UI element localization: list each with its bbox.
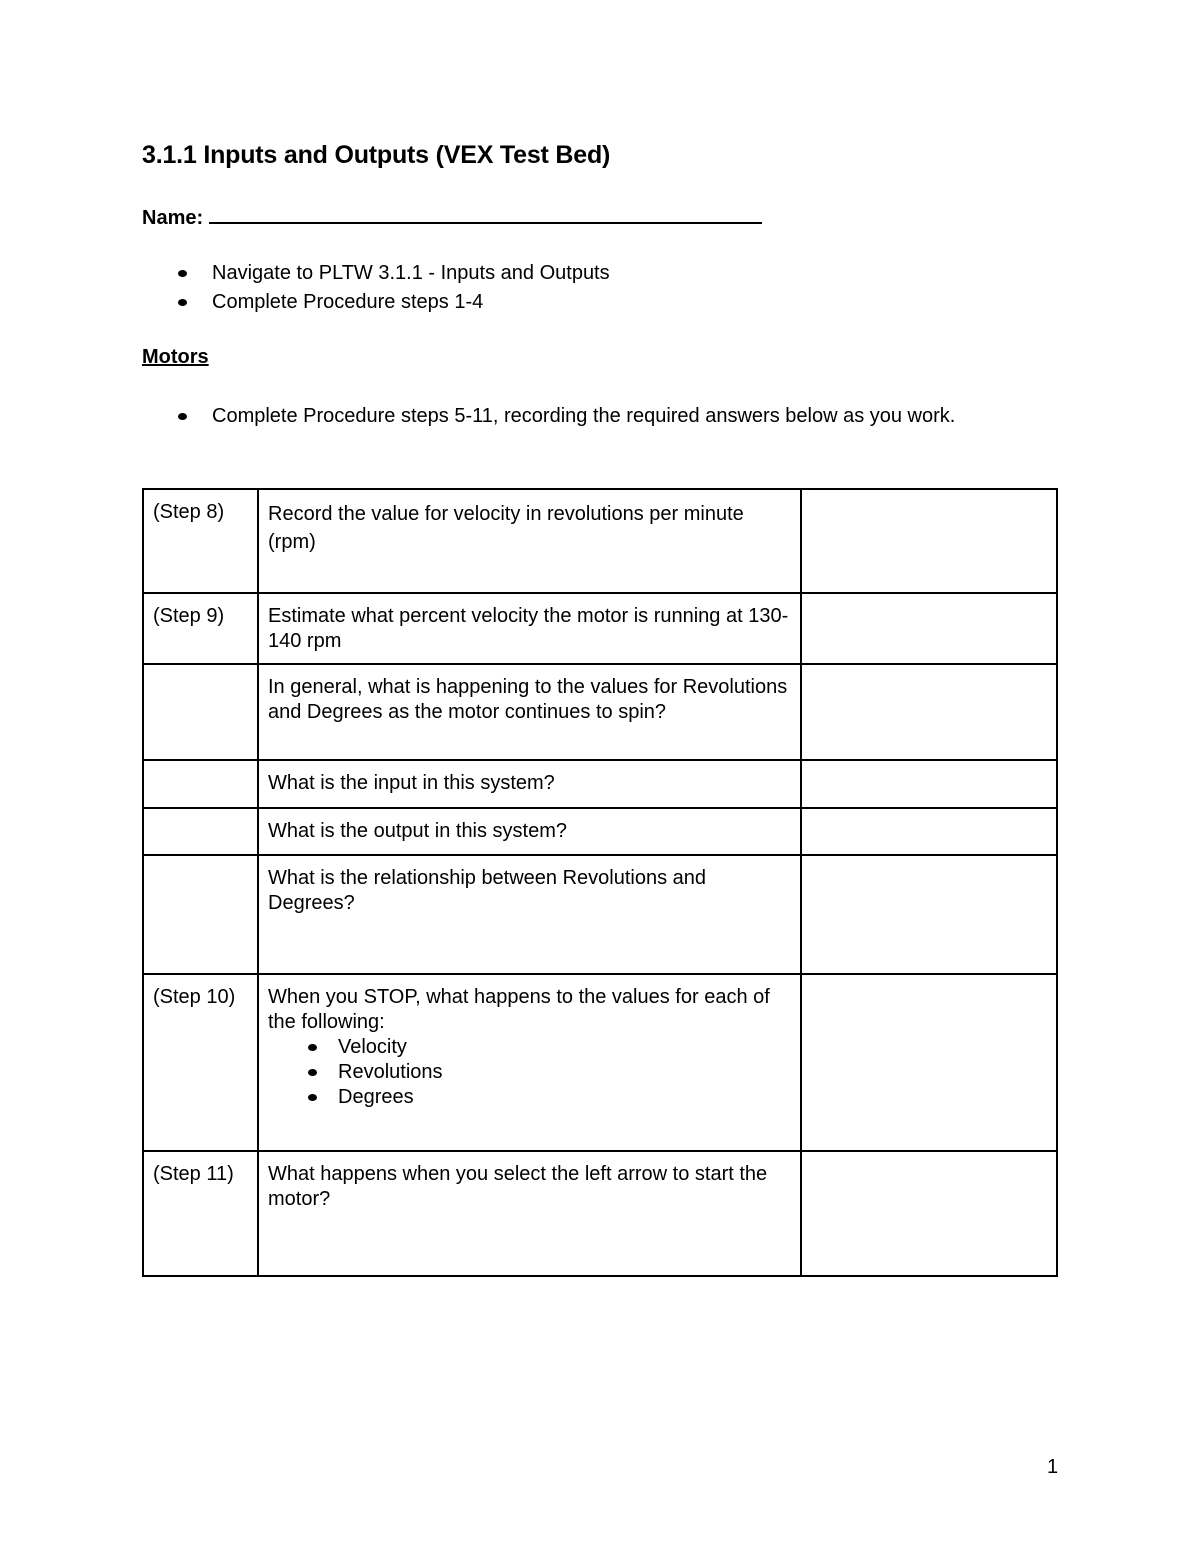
table-row [143, 974, 1057, 1151]
answer-cell[interactable] [801, 855, 1057, 974]
intro-bullet-list [0, 259, 610, 316]
answer-cell[interactable] [801, 489, 1057, 593]
table-row [143, 808, 1057, 855]
name-field-line [142, 204, 762, 230]
step-cell: (Step 11) [143, 1151, 258, 1276]
question-cell: Record the value for velocity in revolutions per minute (rpm) [258, 489, 801, 593]
table-row [143, 855, 1057, 974]
sub-bullet-item: Degrees [268, 1085, 791, 1110]
question-text: When you STOP, what happens to the values for each of the following: [268, 986, 770, 1033]
table-row [143, 664, 1057, 760]
step-cell [143, 855, 258, 974]
question-cell: What is the output in this system? [258, 808, 801, 855]
question-cell [258, 974, 801, 1151]
intro-bullet-item: Complete Procedure steps 1-4 [0, 288, 610, 317]
step-cell: (Step 9) [143, 593, 258, 664]
name-label: Name: [142, 207, 204, 229]
section-bullet-list [0, 402, 955, 431]
page-number: 1 [1047, 1456, 1059, 1478]
question-cell: What is the input in this system? [258, 760, 801, 808]
answer-cell[interactable] [801, 760, 1057, 808]
step-cell [143, 664, 258, 760]
answer-cell[interactable] [801, 1151, 1057, 1276]
sub-bullet-item: Velocity [268, 1035, 791, 1060]
table-row [143, 760, 1057, 808]
answer-cell[interactable] [801, 974, 1057, 1151]
step-cell: (Step 10) [143, 974, 258, 1151]
sub-bullet-list [268, 1035, 791, 1110]
table-row [143, 489, 1057, 593]
answer-cell[interactable] [801, 593, 1057, 664]
worksheet-table [142, 488, 1058, 1277]
name-blank-line[interactable] [209, 204, 762, 224]
table-row [143, 1151, 1057, 1276]
sub-bullet-item: Revolutions [268, 1060, 791, 1085]
step-cell [143, 808, 258, 855]
document-title: 3.1.1 Inputs and Outputs (VEX Test Bed) [142, 141, 611, 169]
intro-bullet-item: Navigate to PLTW 3.1.1 - Inputs and Outputs [0, 259, 610, 288]
section-bullet-item: Complete Procedure steps 5-11, recording the required answers below as you work. [0, 402, 955, 431]
table-row [143, 593, 1057, 664]
question-cell: What happens when you select the left arrow to start the motor? [258, 1151, 801, 1276]
question-cell: What is the relationship between Revolutions and Degrees? [258, 855, 801, 974]
answer-cell[interactable] [801, 664, 1057, 760]
answer-cell[interactable] [801, 808, 1057, 855]
step-cell: (Step 8) [143, 489, 258, 593]
question-cell: Estimate what percent velocity the motor is running at 130-140 rpm [258, 593, 801, 664]
section-heading-motors: Motors [142, 346, 209, 368]
question-cell: In general, what is happening to the values for Revolutions and Degrees as the motor continues to spin? [258, 664, 801, 760]
step-cell [143, 760, 258, 808]
